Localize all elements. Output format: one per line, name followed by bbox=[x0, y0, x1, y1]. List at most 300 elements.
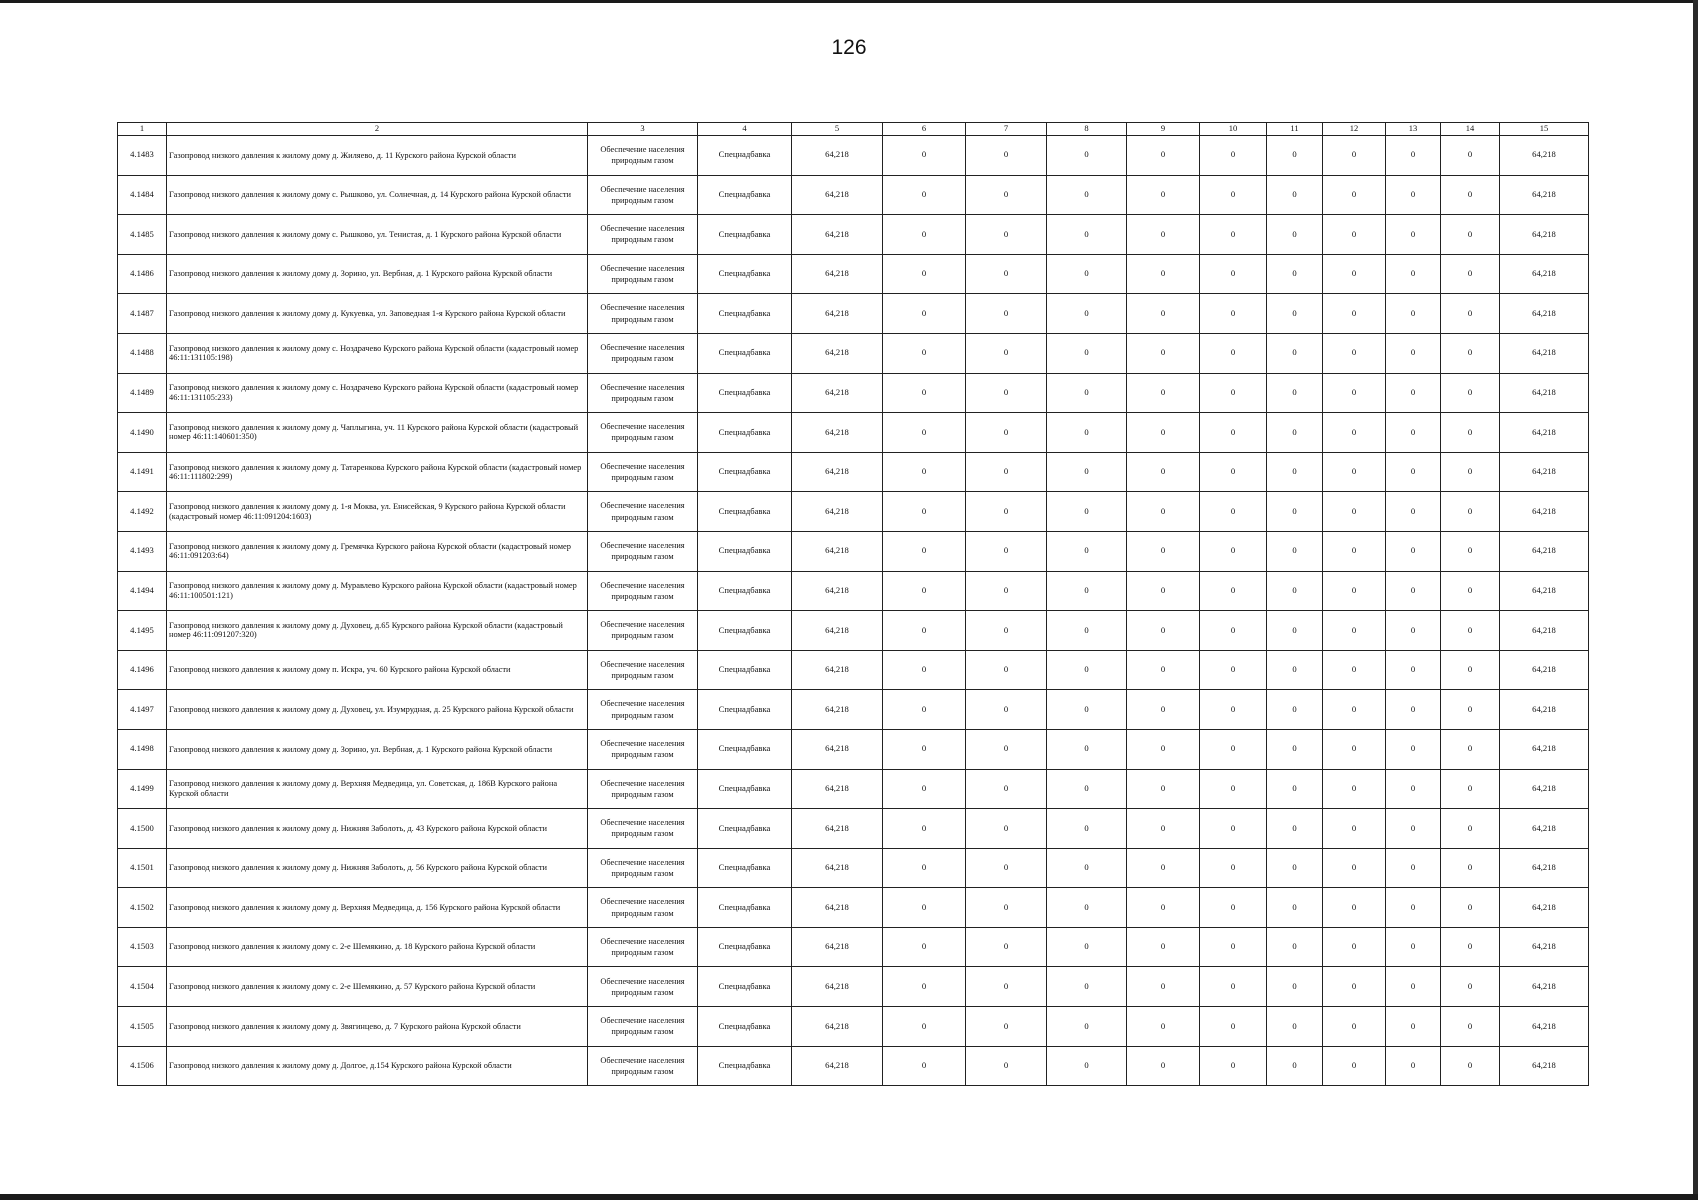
value-col-9: 0 bbox=[1127, 809, 1200, 849]
value-col-13: 0 bbox=[1386, 175, 1441, 215]
value-col-11: 0 bbox=[1267, 611, 1323, 651]
value-col-5: 64,218 bbox=[792, 136, 883, 176]
row-number: 4.1505 bbox=[118, 1007, 167, 1047]
value-col-12: 0 bbox=[1323, 690, 1386, 730]
value-col-11: 0 bbox=[1267, 650, 1323, 690]
funding-source: Спецнадбавка bbox=[698, 967, 792, 1007]
row-number: 4.1494 bbox=[118, 571, 167, 611]
value-col-15: 64,218 bbox=[1500, 848, 1589, 888]
value-col-11: 0 bbox=[1267, 927, 1323, 967]
value-col-11: 0 bbox=[1267, 452, 1323, 492]
value-col-13: 0 bbox=[1386, 333, 1441, 373]
value-col-11: 0 bbox=[1267, 809, 1323, 849]
funding-source: Спецнадбавка bbox=[698, 215, 792, 255]
value-col-12: 0 bbox=[1323, 175, 1386, 215]
value-col-10: 0 bbox=[1200, 215, 1267, 255]
value-col-11: 0 bbox=[1267, 690, 1323, 730]
funding-source: Спецнадбавка bbox=[698, 373, 792, 413]
object-description: Газопровод низкого давления к жилому дому д. Нижняя Заболоть, д. 43 Курского района Курской области bbox=[167, 809, 588, 849]
value-col-5: 64,218 bbox=[792, 531, 883, 571]
value-col-8: 0 bbox=[1047, 1007, 1127, 1047]
purpose-cell: Обеспечение населения природным газом bbox=[588, 650, 698, 690]
value-col-8: 0 bbox=[1047, 729, 1127, 769]
value-col-10: 0 bbox=[1200, 373, 1267, 413]
header-cell: 1 bbox=[118, 123, 167, 136]
funding-source: Спецнадбавка bbox=[698, 809, 792, 849]
value-col-7: 0 bbox=[966, 373, 1047, 413]
value-col-11: 0 bbox=[1267, 413, 1323, 453]
table-row bbox=[118, 769, 1589, 809]
value-col-11: 0 bbox=[1267, 729, 1323, 769]
header-cell: 14 bbox=[1441, 123, 1500, 136]
object-description: Газопровод низкого давления к жилому дому с. Рышково, ул. Солнечная, д. 14 Курского района Курской области bbox=[167, 175, 588, 215]
value-col-15: 64,218 bbox=[1500, 927, 1589, 967]
object-description: Газопровод низкого давления к жилому дому д. Муравлево Курского района Курской области (кадастровый номер 46:11:100501:121) bbox=[167, 571, 588, 611]
value-col-15: 64,218 bbox=[1500, 254, 1589, 294]
value-col-9: 0 bbox=[1127, 492, 1200, 532]
value-col-13: 0 bbox=[1386, 413, 1441, 453]
value-col-5: 64,218 bbox=[792, 373, 883, 413]
funding-source: Спецнадбавка bbox=[698, 413, 792, 453]
value-col-8: 0 bbox=[1047, 571, 1127, 611]
purpose-cell: Обеспечение населения природным газом bbox=[588, 690, 698, 730]
value-col-15: 64,218 bbox=[1500, 452, 1589, 492]
object-description: Газопровод низкого давления к жилому дому д. Жиляево, д. 11 Курского района Курской области bbox=[167, 136, 588, 176]
value-col-13: 0 bbox=[1386, 452, 1441, 492]
funding-source: Спецнадбавка bbox=[698, 294, 792, 334]
value-col-10: 0 bbox=[1200, 650, 1267, 690]
value-col-13: 0 bbox=[1386, 254, 1441, 294]
value-col-12: 0 bbox=[1323, 769, 1386, 809]
value-col-12: 0 bbox=[1323, 927, 1386, 967]
object-description: Газопровод низкого давления к жилому дому д. Духовец, д.65 Курского района Курской области (кадастровый номер 46:11:091207:320) bbox=[167, 611, 588, 651]
value-col-13: 0 bbox=[1386, 136, 1441, 176]
value-col-14: 0 bbox=[1441, 215, 1500, 255]
header-cell: 4 bbox=[698, 123, 792, 136]
value-col-15: 64,218 bbox=[1500, 333, 1589, 373]
row-number: 4.1489 bbox=[118, 373, 167, 413]
header-cell: 5 bbox=[792, 123, 883, 136]
value-col-14: 0 bbox=[1441, 611, 1500, 651]
object-description: Газопровод низкого давления к жилому дому с. Рышково, ул. Тенистая, д. 1 Курского района Курской области bbox=[167, 215, 588, 255]
row-number: 4.1506 bbox=[118, 1046, 167, 1086]
value-col-10: 0 bbox=[1200, 927, 1267, 967]
value-col-5: 64,218 bbox=[792, 729, 883, 769]
object-description: Газопровод низкого давления к жилому дому с. 2-е Шемякино, д. 18 Курского района Курской области bbox=[167, 927, 588, 967]
value-col-6: 0 bbox=[883, 413, 966, 453]
value-col-13: 0 bbox=[1386, 809, 1441, 849]
value-col-12: 0 bbox=[1323, 1007, 1386, 1047]
value-col-11: 0 bbox=[1267, 215, 1323, 255]
value-col-15: 64,218 bbox=[1500, 1007, 1589, 1047]
value-col-8: 0 bbox=[1047, 373, 1127, 413]
value-col-6: 0 bbox=[883, 294, 966, 334]
table-row bbox=[118, 452, 1589, 492]
value-col-6: 0 bbox=[883, 254, 966, 294]
object-description: Газопровод низкого давления к жилому дому д. Верхняя Медведица, д. 156 Курского района Курской области bbox=[167, 888, 588, 928]
value-col-11: 0 bbox=[1267, 967, 1323, 1007]
row-number: 4.1495 bbox=[118, 611, 167, 651]
value-col-14: 0 bbox=[1441, 294, 1500, 334]
value-col-12: 0 bbox=[1323, 294, 1386, 334]
value-col-5: 64,218 bbox=[792, 848, 883, 888]
value-col-14: 0 bbox=[1441, 373, 1500, 413]
object-description: Газопровод низкого давления к жилому дому д. Кукуевка, ул. Заповедная 1-я Курского района Курской области bbox=[167, 294, 588, 334]
purpose-cell: Обеспечение населения природным газом bbox=[588, 927, 698, 967]
value-col-14: 0 bbox=[1441, 1007, 1500, 1047]
row-number: 4.1496 bbox=[118, 650, 167, 690]
header-cell: 8 bbox=[1047, 123, 1127, 136]
row-number: 4.1500 bbox=[118, 809, 167, 849]
value-col-14: 0 bbox=[1441, 1046, 1500, 1086]
header-cell: 7 bbox=[966, 123, 1047, 136]
value-col-6: 0 bbox=[883, 888, 966, 928]
value-col-5: 64,218 bbox=[792, 809, 883, 849]
value-col-7: 0 bbox=[966, 769, 1047, 809]
table-row bbox=[118, 927, 1589, 967]
value-col-14: 0 bbox=[1441, 175, 1500, 215]
value-col-11: 0 bbox=[1267, 136, 1323, 176]
value-col-9: 0 bbox=[1127, 769, 1200, 809]
value-col-8: 0 bbox=[1047, 215, 1127, 255]
funding-source: Спецнадбавка bbox=[698, 927, 792, 967]
purpose-cell: Обеспечение населения природным газом bbox=[588, 413, 698, 453]
table-row bbox=[118, 888, 1589, 928]
table-row bbox=[118, 611, 1589, 651]
row-number: 4.1503 bbox=[118, 927, 167, 967]
value-col-15: 64,218 bbox=[1500, 413, 1589, 453]
header-cell: 6 bbox=[883, 123, 966, 136]
purpose-cell: Обеспечение населения природным газом bbox=[588, 215, 698, 255]
row-number: 4.1486 bbox=[118, 254, 167, 294]
value-col-14: 0 bbox=[1441, 452, 1500, 492]
table-row bbox=[118, 492, 1589, 532]
value-col-11: 0 bbox=[1267, 1007, 1323, 1047]
value-col-15: 64,218 bbox=[1500, 1046, 1589, 1086]
row-number: 4.1487 bbox=[118, 294, 167, 334]
object-description: Газопровод низкого давления к жилому дому с. Ноздрачево Курского района Курской области (кадастровый номер 46:11:131105:198) bbox=[167, 333, 588, 373]
value-col-8: 0 bbox=[1047, 333, 1127, 373]
object-description: Газопровод низкого давления к жилому дому д. Чаплыгина, уч. 11 Курского района Курской области (кадастровый номер 46:11:140601:350) bbox=[167, 413, 588, 453]
header-cell: 3 bbox=[588, 123, 698, 136]
object-description: Газопровод низкого давления к жилому дому п. Искра, уч. 60 Курского района Курской области bbox=[167, 650, 588, 690]
value-col-14: 0 bbox=[1441, 809, 1500, 849]
purpose-cell: Обеспечение населения природным газом bbox=[588, 809, 698, 849]
scan-edge-bottom bbox=[0, 1194, 1698, 1200]
value-col-9: 0 bbox=[1127, 888, 1200, 928]
purpose-cell: Обеспечение населения природным газом bbox=[588, 848, 698, 888]
value-col-6: 0 bbox=[883, 136, 966, 176]
object-description: Газопровод низкого давления к жилому дому д. Зорино, ул. Вербная, д. 1 Курского района Курской области bbox=[167, 254, 588, 294]
value-col-8: 0 bbox=[1047, 452, 1127, 492]
funding-source: Спецнадбавка bbox=[698, 1007, 792, 1047]
value-col-12: 0 bbox=[1323, 967, 1386, 1007]
value-col-11: 0 bbox=[1267, 492, 1323, 532]
value-col-15: 64,218 bbox=[1500, 531, 1589, 571]
purpose-cell: Обеспечение населения природным газом bbox=[588, 888, 698, 928]
value-col-13: 0 bbox=[1386, 373, 1441, 413]
value-col-8: 0 bbox=[1047, 690, 1127, 730]
value-col-13: 0 bbox=[1386, 888, 1441, 928]
value-col-8: 0 bbox=[1047, 769, 1127, 809]
funding-source: Спецнадбавка bbox=[698, 690, 792, 730]
value-col-6: 0 bbox=[883, 373, 966, 413]
value-col-9: 0 bbox=[1127, 254, 1200, 294]
value-col-7: 0 bbox=[966, 452, 1047, 492]
value-col-6: 0 bbox=[883, 1007, 966, 1047]
value-col-5: 64,218 bbox=[792, 333, 883, 373]
scan-edge-top bbox=[0, 0, 1698, 3]
purpose-cell: Обеспечение населения природным газом bbox=[588, 1007, 698, 1047]
value-col-14: 0 bbox=[1441, 254, 1500, 294]
value-col-12: 0 bbox=[1323, 729, 1386, 769]
value-col-13: 0 bbox=[1386, 1007, 1441, 1047]
table-row bbox=[118, 967, 1589, 1007]
value-col-14: 0 bbox=[1441, 333, 1500, 373]
value-col-13: 0 bbox=[1386, 531, 1441, 571]
value-col-10: 0 bbox=[1200, 531, 1267, 571]
scan-edge-right bbox=[1693, 0, 1698, 1200]
value-col-12: 0 bbox=[1323, 413, 1386, 453]
value-col-7: 0 bbox=[966, 809, 1047, 849]
value-col-14: 0 bbox=[1441, 413, 1500, 453]
table-row bbox=[118, 571, 1589, 611]
value-col-13: 0 bbox=[1386, 848, 1441, 888]
object-description: Газопровод низкого давления к жилому дому д. Долгое, д.154 Курского района Курской области bbox=[167, 1046, 588, 1086]
object-description: Газопровод низкого давления к жилому дому д. Верхняя Медведица, ул. Советская, д. 186В Курского района Курской области bbox=[167, 769, 588, 809]
value-col-7: 0 bbox=[966, 333, 1047, 373]
row-number: 4.1484 bbox=[118, 175, 167, 215]
value-col-13: 0 bbox=[1386, 690, 1441, 730]
purpose-cell: Обеспечение населения природным газом bbox=[588, 254, 698, 294]
object-description: Газопровод низкого давления к жилому дому д. Звягинцево, д. 7 Курского района Курской области bbox=[167, 1007, 588, 1047]
purpose-cell: Обеспечение населения природным газом bbox=[588, 175, 698, 215]
value-col-7: 0 bbox=[966, 492, 1047, 532]
value-col-13: 0 bbox=[1386, 492, 1441, 532]
value-col-9: 0 bbox=[1127, 294, 1200, 334]
value-col-6: 0 bbox=[883, 967, 966, 1007]
value-col-8: 0 bbox=[1047, 492, 1127, 532]
value-col-9: 0 bbox=[1127, 927, 1200, 967]
table-row bbox=[118, 690, 1589, 730]
funding-source: Спецнадбавка bbox=[698, 452, 792, 492]
value-col-10: 0 bbox=[1200, 1046, 1267, 1086]
value-col-5: 64,218 bbox=[792, 215, 883, 255]
value-col-11: 0 bbox=[1267, 175, 1323, 215]
value-col-11: 0 bbox=[1267, 294, 1323, 334]
value-col-6: 0 bbox=[883, 927, 966, 967]
value-col-7: 0 bbox=[966, 571, 1047, 611]
value-col-15: 64,218 bbox=[1500, 215, 1589, 255]
value-col-13: 0 bbox=[1386, 215, 1441, 255]
value-col-6: 0 bbox=[883, 215, 966, 255]
funding-source: Спецнадбавка bbox=[698, 729, 792, 769]
value-col-12: 0 bbox=[1323, 492, 1386, 532]
object-description: Газопровод низкого давления к жилому дому д. Духовец, ул. Изумрудная, д. 25 Курского района Курской области bbox=[167, 690, 588, 730]
value-col-6: 0 bbox=[883, 690, 966, 730]
row-number: 4.1498 bbox=[118, 729, 167, 769]
row-number: 4.1492 bbox=[118, 492, 167, 532]
value-col-11: 0 bbox=[1267, 254, 1323, 294]
value-col-8: 0 bbox=[1047, 888, 1127, 928]
value-col-14: 0 bbox=[1441, 729, 1500, 769]
value-col-6: 0 bbox=[883, 809, 966, 849]
funding-source: Спецнадбавка bbox=[698, 1046, 792, 1086]
value-col-12: 0 bbox=[1323, 611, 1386, 651]
value-col-11: 0 bbox=[1267, 333, 1323, 373]
header-cell: 12 bbox=[1323, 123, 1386, 136]
object-description: Газопровод низкого давления к жилому дому с. Ноздрачево Курского района Курской области (кадастровый номер 46:11:131105:233) bbox=[167, 373, 588, 413]
value-col-11: 0 bbox=[1267, 1046, 1323, 1086]
value-col-9: 0 bbox=[1127, 729, 1200, 769]
value-col-8: 0 bbox=[1047, 927, 1127, 967]
table-row bbox=[118, 333, 1589, 373]
value-col-5: 64,218 bbox=[792, 769, 883, 809]
value-col-7: 0 bbox=[966, 254, 1047, 294]
value-col-10: 0 bbox=[1200, 690, 1267, 730]
value-col-5: 64,218 bbox=[792, 1007, 883, 1047]
value-col-12: 0 bbox=[1323, 809, 1386, 849]
funding-source: Спецнадбавка bbox=[698, 492, 792, 532]
value-col-9: 0 bbox=[1127, 1007, 1200, 1047]
value-col-9: 0 bbox=[1127, 1046, 1200, 1086]
value-col-10: 0 bbox=[1200, 175, 1267, 215]
value-col-10: 0 bbox=[1200, 888, 1267, 928]
value-col-9: 0 bbox=[1127, 333, 1200, 373]
value-col-8: 0 bbox=[1047, 809, 1127, 849]
funding-source: Спецнадбавка bbox=[698, 650, 792, 690]
value-col-8: 0 bbox=[1047, 650, 1127, 690]
table-row bbox=[118, 650, 1589, 690]
value-col-15: 64,218 bbox=[1500, 769, 1589, 809]
row-number: 4.1485 bbox=[118, 215, 167, 255]
value-col-15: 64,218 bbox=[1500, 809, 1589, 849]
purpose-cell: Обеспечение населения природным газом bbox=[588, 611, 698, 651]
value-col-10: 0 bbox=[1200, 1007, 1267, 1047]
value-col-7: 0 bbox=[966, 1007, 1047, 1047]
value-col-12: 0 bbox=[1323, 531, 1386, 571]
value-col-13: 0 bbox=[1386, 769, 1441, 809]
value-col-10: 0 bbox=[1200, 611, 1267, 651]
value-col-12: 0 bbox=[1323, 650, 1386, 690]
purpose-cell: Обеспечение населения природным газом bbox=[588, 729, 698, 769]
value-col-7: 0 bbox=[966, 650, 1047, 690]
value-col-14: 0 bbox=[1441, 690, 1500, 730]
value-col-13: 0 bbox=[1386, 611, 1441, 651]
header-cell: 13 bbox=[1386, 123, 1441, 136]
value-col-15: 64,218 bbox=[1500, 967, 1589, 1007]
value-col-10: 0 bbox=[1200, 967, 1267, 1007]
value-col-7: 0 bbox=[966, 611, 1047, 651]
value-col-13: 0 bbox=[1386, 927, 1441, 967]
row-number: 4.1490 bbox=[118, 413, 167, 453]
row-number: 4.1502 bbox=[118, 888, 167, 928]
value-col-14: 0 bbox=[1441, 927, 1500, 967]
value-col-12: 0 bbox=[1323, 373, 1386, 413]
value-col-9: 0 bbox=[1127, 413, 1200, 453]
value-col-6: 0 bbox=[883, 492, 966, 532]
value-col-7: 0 bbox=[966, 215, 1047, 255]
value-col-7: 0 bbox=[966, 888, 1047, 928]
value-col-7: 0 bbox=[966, 175, 1047, 215]
value-col-10: 0 bbox=[1200, 254, 1267, 294]
value-col-12: 0 bbox=[1323, 333, 1386, 373]
object-description: Газопровод низкого давления к жилому дому д. 1-я Моква, ул. Енисейская, 9 Курского района Курской области (кадастровый номер 46:11:091204:1603) bbox=[167, 492, 588, 532]
row-number: 4.1488 bbox=[118, 333, 167, 373]
value-col-5: 64,218 bbox=[792, 967, 883, 1007]
row-number: 4.1483 bbox=[118, 136, 167, 176]
object-description: Газопровод низкого давления к жилому дому д. Татаренкова Курского района Курской области (кадастровый номер 46:11:111802:299) bbox=[167, 452, 588, 492]
funding-source: Спецнадбавка bbox=[698, 254, 792, 294]
value-col-7: 0 bbox=[966, 531, 1047, 571]
row-number: 4.1499 bbox=[118, 769, 167, 809]
header-cell: 9 bbox=[1127, 123, 1200, 136]
value-col-10: 0 bbox=[1200, 136, 1267, 176]
value-col-5: 64,218 bbox=[792, 650, 883, 690]
value-col-14: 0 bbox=[1441, 136, 1500, 176]
table-row bbox=[118, 729, 1589, 769]
value-col-5: 64,218 bbox=[792, 413, 883, 453]
row-number: 4.1504 bbox=[118, 967, 167, 1007]
value-col-10: 0 bbox=[1200, 452, 1267, 492]
table-row bbox=[118, 848, 1589, 888]
value-col-9: 0 bbox=[1127, 967, 1200, 1007]
value-col-15: 64,218 bbox=[1500, 136, 1589, 176]
value-col-15: 64,218 bbox=[1500, 690, 1589, 730]
funding-source: Спецнадбавка bbox=[698, 531, 792, 571]
value-col-13: 0 bbox=[1386, 650, 1441, 690]
value-col-6: 0 bbox=[883, 571, 966, 611]
value-col-9: 0 bbox=[1127, 136, 1200, 176]
value-col-8: 0 bbox=[1047, 848, 1127, 888]
value-col-13: 0 bbox=[1386, 294, 1441, 334]
value-col-12: 0 bbox=[1323, 888, 1386, 928]
table-row bbox=[118, 413, 1589, 453]
value-col-14: 0 bbox=[1441, 848, 1500, 888]
value-col-11: 0 bbox=[1267, 373, 1323, 413]
value-col-10: 0 bbox=[1200, 333, 1267, 373]
value-col-5: 64,218 bbox=[792, 571, 883, 611]
value-col-8: 0 bbox=[1047, 413, 1127, 453]
value-col-15: 64,218 bbox=[1500, 729, 1589, 769]
table-row bbox=[118, 373, 1589, 413]
value-col-10: 0 bbox=[1200, 413, 1267, 453]
value-col-9: 0 bbox=[1127, 650, 1200, 690]
row-number: 4.1491 bbox=[118, 452, 167, 492]
value-col-9: 0 bbox=[1127, 531, 1200, 571]
header-row bbox=[118, 123, 1589, 136]
value-col-6: 0 bbox=[883, 175, 966, 215]
value-col-12: 0 bbox=[1323, 136, 1386, 176]
value-col-5: 64,218 bbox=[792, 690, 883, 730]
header-cell: 2 bbox=[167, 123, 588, 136]
value-col-9: 0 bbox=[1127, 373, 1200, 413]
value-col-15: 64,218 bbox=[1500, 650, 1589, 690]
value-col-5: 64,218 bbox=[792, 294, 883, 334]
value-col-10: 0 bbox=[1200, 809, 1267, 849]
value-col-6: 0 bbox=[883, 650, 966, 690]
value-col-5: 64,218 bbox=[792, 254, 883, 294]
purpose-cell: Обеспечение населения природным газом bbox=[588, 571, 698, 611]
value-col-6: 0 bbox=[883, 531, 966, 571]
object-description: Газопровод низкого давления к жилому дому д. Гремячка Курского района Курской области (кадастровый номер 46:11:091203:64) bbox=[167, 531, 588, 571]
value-col-8: 0 bbox=[1047, 967, 1127, 1007]
value-col-7: 0 bbox=[966, 729, 1047, 769]
value-col-15: 64,218 bbox=[1500, 492, 1589, 532]
value-col-8: 0 bbox=[1047, 611, 1127, 651]
purpose-cell: Обеспечение населения природным газом bbox=[588, 333, 698, 373]
value-col-6: 0 bbox=[883, 452, 966, 492]
